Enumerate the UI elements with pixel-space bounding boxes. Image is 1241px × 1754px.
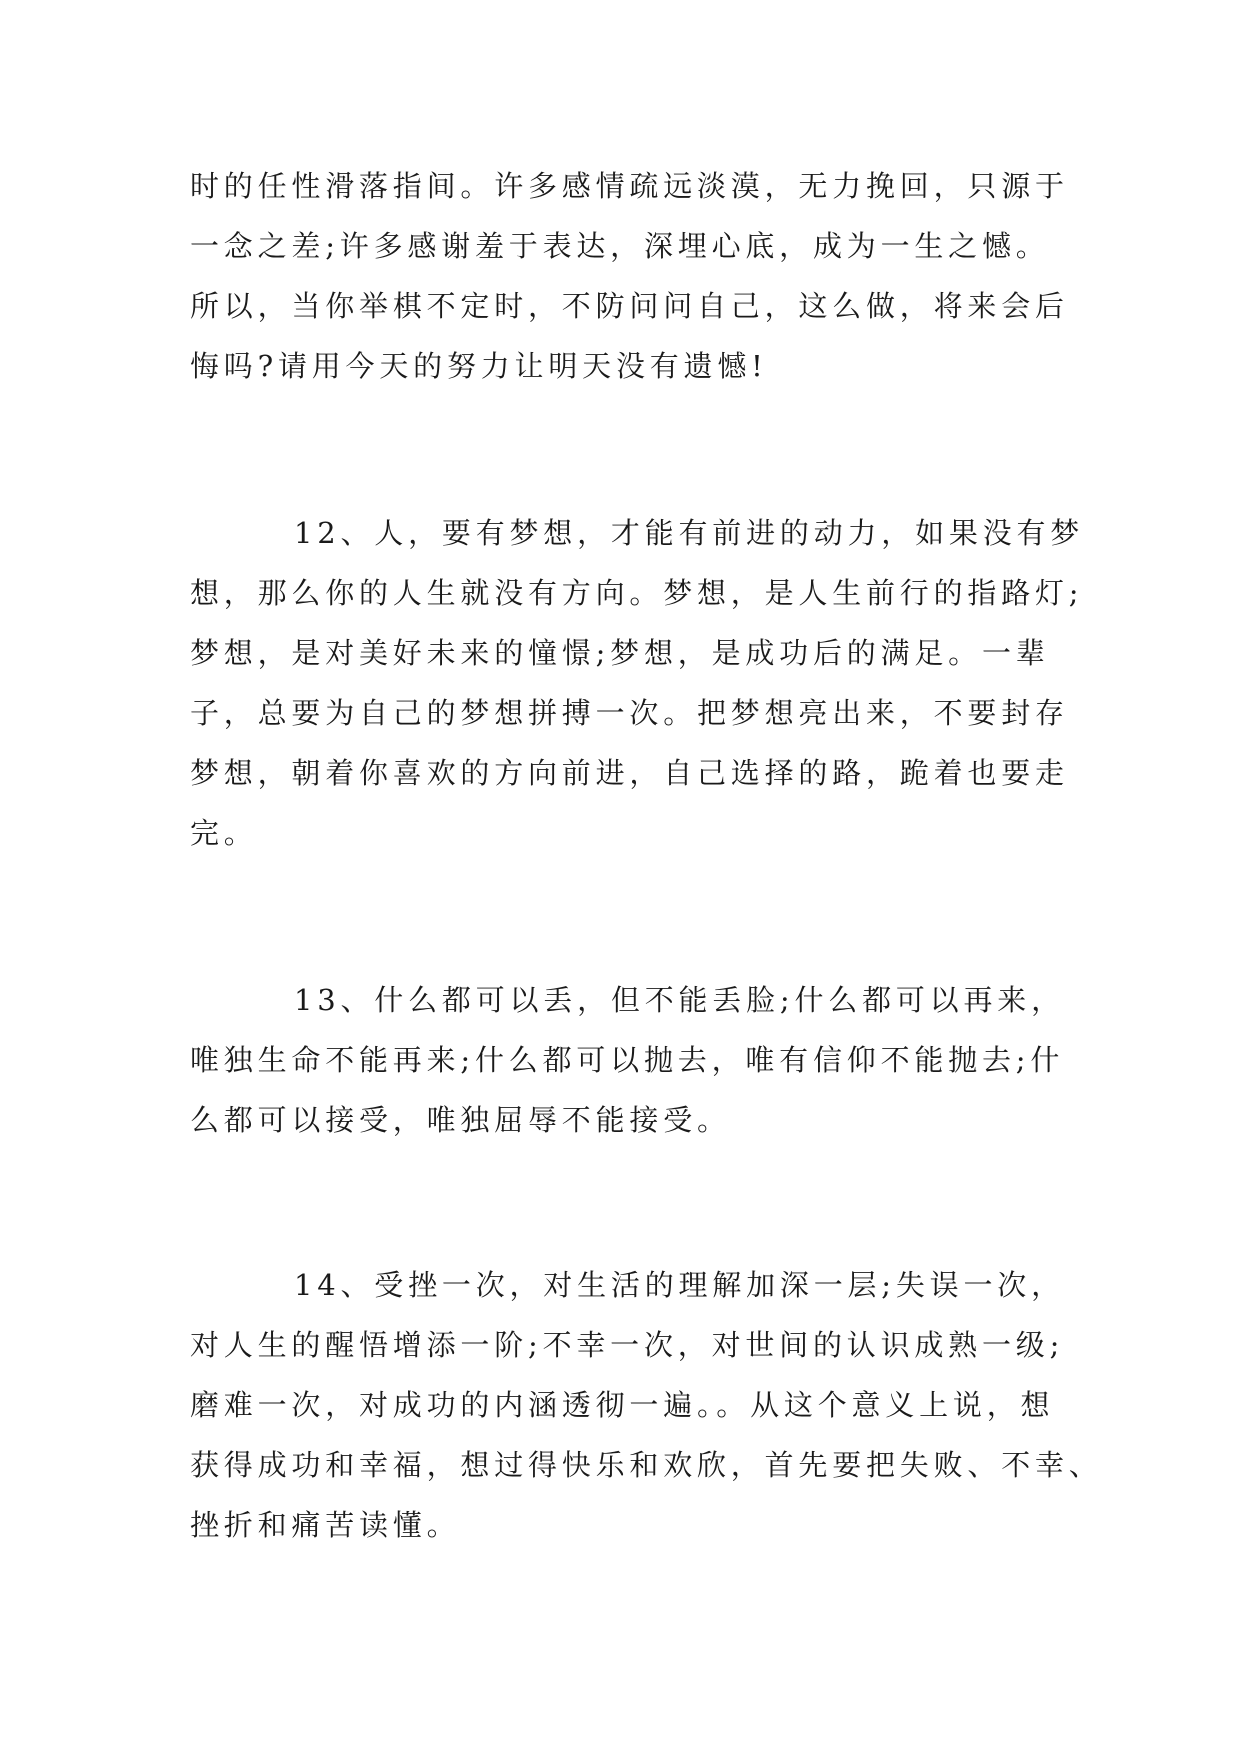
text-line: 14、受挫一次，对生活的理解加深一层;失误一次， bbox=[294, 1268, 1065, 1302]
text-line: 么都可以接受，唯独屈辱不能接受。 bbox=[190, 1103, 731, 1137]
paragraph-12 bbox=[190, 503, 1085, 863]
text-line: 一念之差;许多感谢羞于表达，深埋心底，成为一生之憾。 bbox=[190, 229, 1050, 263]
paragraph-14 bbox=[190, 1255, 1103, 1555]
text-line: 13、什么都可以丢，但不能丢脸;什么都可以再来， bbox=[294, 983, 1065, 1017]
text-line: 所以，当你举棋不定时，不防问问自己，这么做，将来会后 bbox=[190, 289, 1069, 323]
text-line: 12、人，要有梦想，才能有前进的动力，如果没有梦 bbox=[294, 516, 1085, 550]
text-line: 子，总要为自己的梦想拼搏一次。把梦想亮出来，不要封存 bbox=[190, 696, 1069, 730]
text-line: 唯独生命不能再来;什么都可以抛去，唯有信仰不能抛去;什 bbox=[190, 1043, 1065, 1077]
paragraph-continuation bbox=[190, 156, 1070, 396]
text-line: 磨难一次，对成功的内涵透彻一遍。。从这个意义上说，想 bbox=[190, 1388, 1055, 1422]
text-line: 想，那么你的人生就没有方向。梦想，是人生前行的指路灯; bbox=[190, 576, 1084, 610]
text-line: 时的任性滑落指间。许多感情疏远淡漠，无力挽回，只源于 bbox=[190, 169, 1069, 203]
paragraph-13 bbox=[190, 970, 1070, 1150]
text-line: 梦想，朝着你喜欢的方向前进，自己选择的路，跪着也要走 bbox=[190, 756, 1069, 790]
text-line: 梦想，是对美好未来的憧憬;梦想，是成功后的满足。一辈 bbox=[190, 636, 1050, 670]
text-line: 对人生的醒悟增添一阶;不幸一次，对世间的认识成熟一级; bbox=[190, 1328, 1065, 1362]
text-line: 悔吗?请用今天的努力让明天没有遗憾! bbox=[190, 349, 768, 383]
text-line: 完。 bbox=[190, 816, 258, 850]
text-line: 挫折和痛苦读懂。 bbox=[190, 1508, 461, 1542]
text-line: 获得成功和幸福，想过得快乐和欢欣，首先要把失败、不幸、 bbox=[190, 1448, 1103, 1482]
